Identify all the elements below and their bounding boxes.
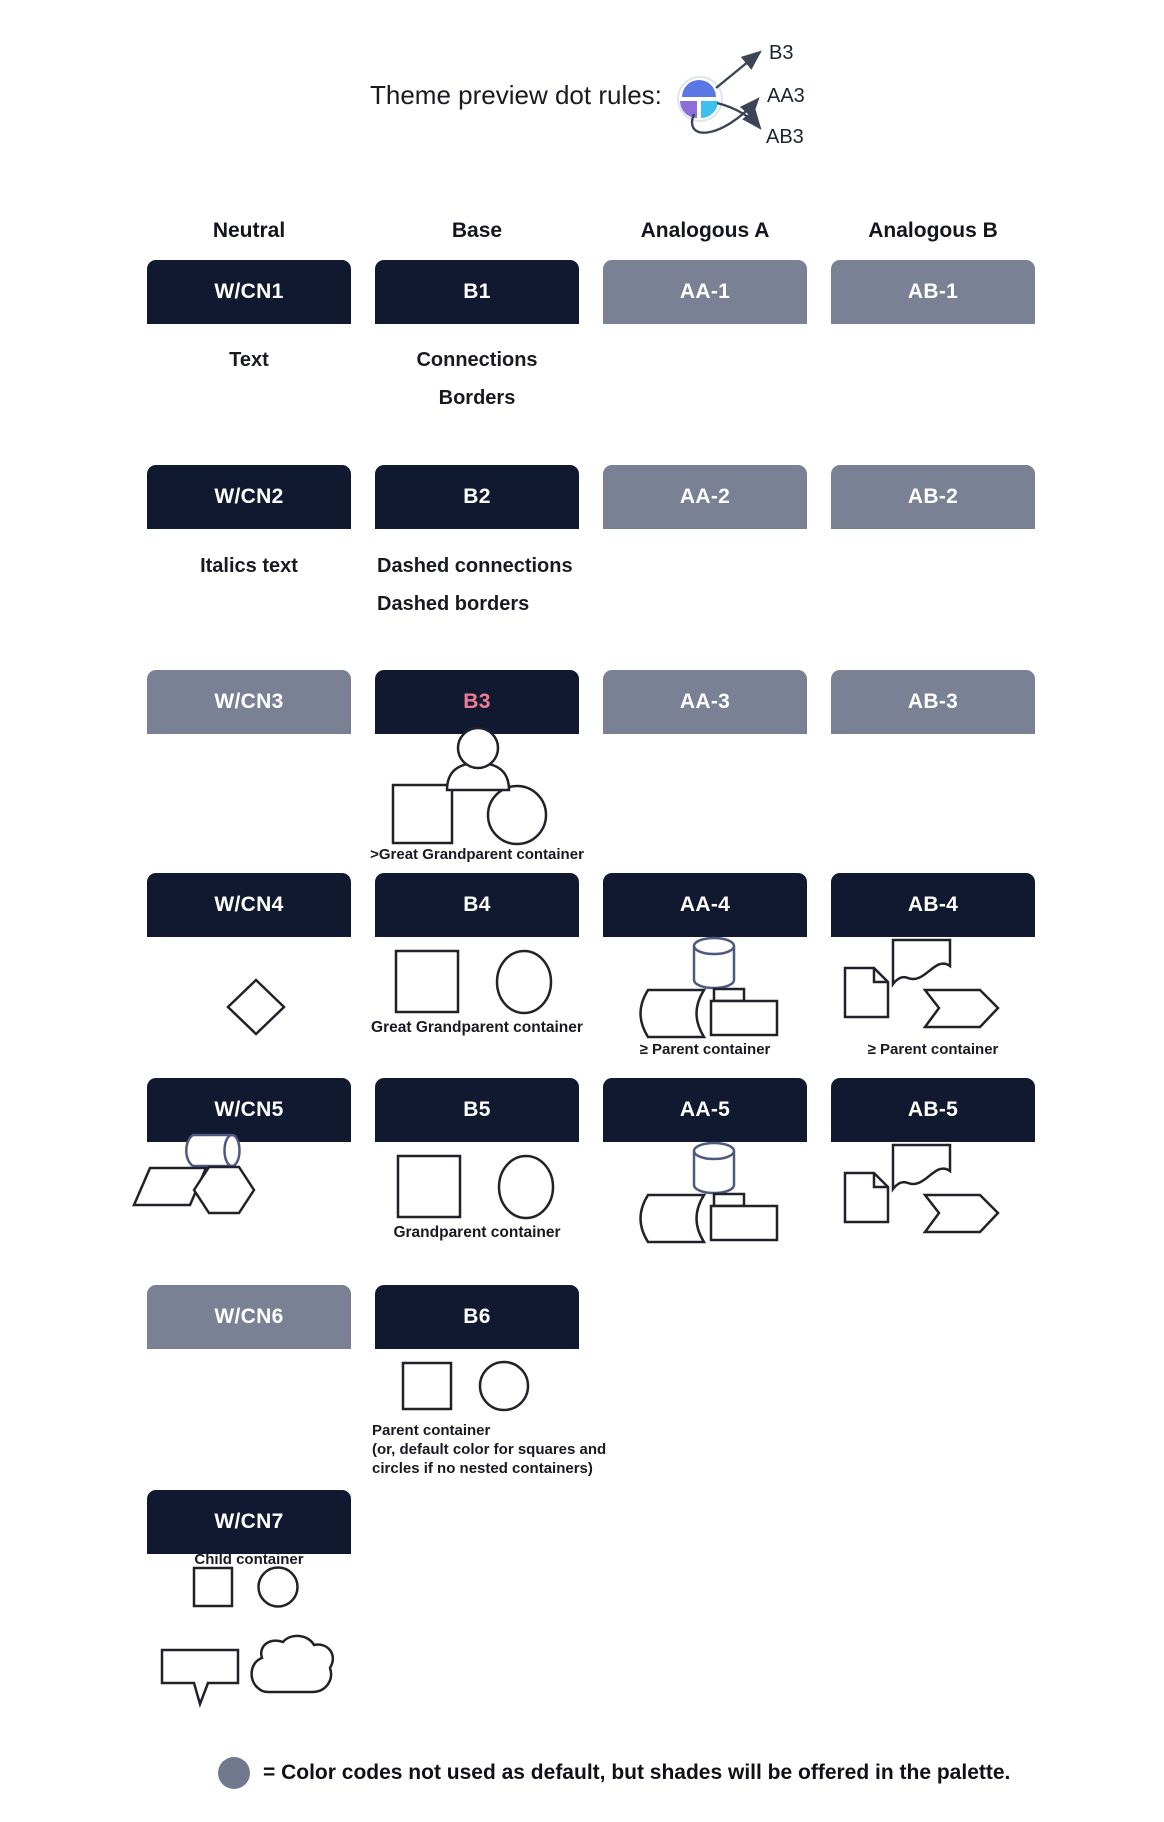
swatch-aa1: AA-1 [603, 260, 807, 324]
dot-label-aa3: AA3 [767, 85, 805, 107]
swatch-wcn3: W/CN3 [147, 670, 351, 734]
document-wave-pennant-icons [845, 1145, 998, 1232]
note-dashed-borders: Dashed borders [377, 593, 530, 615]
swatch-aa2: AA-2 [603, 465, 807, 529]
swatch-wcn1: W/CN1 [147, 260, 351, 324]
cylinder-storeddata-folder-icons [641, 938, 778, 1037]
circle-icon [488, 786, 546, 844]
swatch-ab2: AB-2 [831, 465, 1035, 529]
dot-segment-analogous-a-icon [680, 101, 697, 118]
cylinder-storeddata-folder-icons [641, 1143, 778, 1242]
note-parent-container: Parent container [372, 1422, 491, 1439]
hexagon-icon [194, 1167, 254, 1213]
swatch-ab5: AB-5 [831, 1078, 1035, 1142]
dot-ring-icon [678, 77, 722, 121]
swatch-wcn6: W/CN6 [147, 1285, 351, 1349]
arrow-to-b3-icon [716, 52, 760, 88]
swatch-wcn7: W/CN7 [147, 1490, 351, 1554]
swatch-aa4: AA-4 [603, 873, 807, 937]
circle-icon [480, 1362, 528, 1410]
legend-dot-icon [218, 1757, 250, 1789]
square-icon [393, 785, 452, 843]
note-grandparent: Grandparent container [393, 1224, 561, 1241]
swatch-ab4: AB-4 [831, 873, 1035, 937]
swatch-aa5: AA-5 [603, 1078, 807, 1142]
swatch-b2: B2 [375, 465, 579, 529]
square-icon [403, 1363, 451, 1409]
parallelogram-icon [134, 1168, 206, 1205]
note-text: Text [229, 349, 269, 371]
cloud-icon [252, 1636, 333, 1692]
square-icon [194, 1568, 232, 1606]
swatch-b3-label: B3 [463, 690, 491, 713]
swatch-ab3: AB-3 [831, 670, 1035, 734]
note-connections-borders [375, 341, 579, 417]
swatch-wcn4: W/CN4 [147, 873, 351, 937]
note-gt-great-grandparent: >Great Grandparent container [370, 846, 584, 863]
swatch-b4: B4 [375, 873, 579, 937]
swatch-aa3: AA-3 [603, 670, 807, 734]
person-body-icon [447, 763, 509, 790]
note-connections: Connections [416, 349, 538, 371]
note-dashed-connections: Dashed connections [377, 555, 573, 577]
dot-label-b3: B3 [769, 42, 794, 64]
column-header-base: Base [451, 219, 503, 242]
note-great-grandparent: Great Grandparent container [371, 1019, 583, 1036]
note-child-container: Child container [194, 1551, 304, 1568]
document-wave-pennant-icons [845, 940, 998, 1027]
speech-bubble-icon [162, 1650, 238, 1704]
dot-segment-analogous-b-icon [701, 101, 718, 118]
note-parent-aa4: ≥ Parent container [639, 1041, 771, 1058]
legend-text: = Color codes not used as default, but shades will be offered in the palette. [263, 1761, 1011, 1784]
column-header-analogous-a: Analogous A [640, 219, 770, 242]
arrow-to-aa3-icon [692, 99, 758, 133]
diamond-icon [228, 980, 284, 1034]
circle-icon [259, 1568, 298, 1607]
dot-segment-base-icon [682, 80, 716, 97]
swatch-wcn5: W/CN5 [147, 1078, 351, 1142]
page-title: Theme preview dot rules: [370, 80, 662, 110]
note-parent-ab4: ≥ Parent container [867, 1041, 999, 1058]
column-header-analogous-b: Analogous B [868, 219, 998, 242]
note-dashed [377, 547, 573, 623]
note-italics-text: Italics text [200, 555, 298, 577]
swatch-b1: B1 [375, 260, 579, 324]
swatch-wcn2: W/CN2 [147, 465, 351, 529]
column-header-neutral: Neutral [212, 219, 286, 242]
dot-label-ab3: AB3 [766, 126, 804, 148]
arrow-to-ab3-icon [717, 103, 760, 128]
swatch-b6: B6 [375, 1285, 579, 1349]
square-circle-pair-icon [396, 951, 551, 1013]
swatch-b3 [375, 670, 579, 734]
note-borders: Borders [438, 387, 516, 409]
note-parent-container-line3: circles if no nested containers) [372, 1460, 593, 1477]
square-circle-pair-icon [398, 1156, 553, 1218]
note-parent-container-line2: (or, default color for squares and [372, 1441, 607, 1458]
person-head-icon [458, 728, 498, 768]
swatch-ab1: AB-1 [831, 260, 1035, 324]
swatch-b5: B5 [375, 1078, 579, 1142]
note-parent-default [372, 1421, 606, 1478]
